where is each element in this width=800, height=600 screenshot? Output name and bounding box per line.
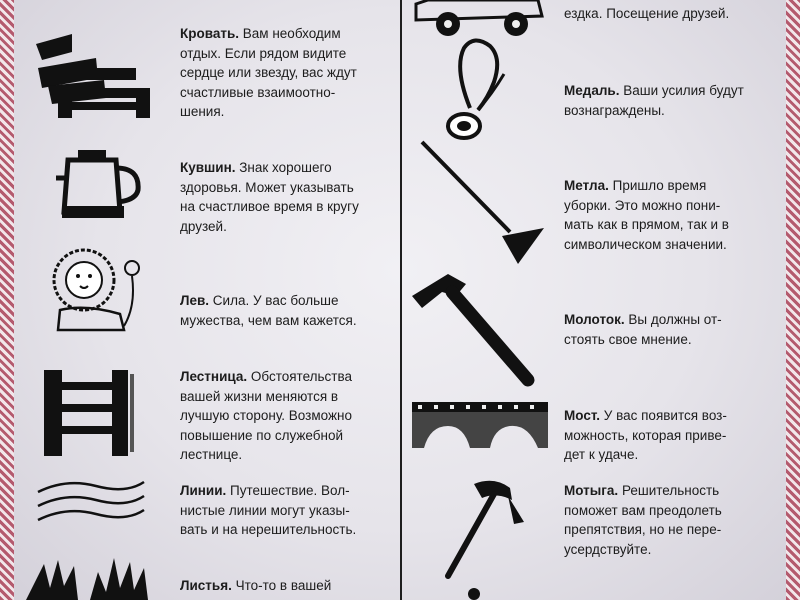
entry-lines	[180, 481, 390, 540]
entry-text: Ваши усилия будут	[623, 83, 744, 98]
entry-text: вашей жизни меняются в	[180, 388, 339, 404]
broom-icon	[418, 140, 548, 268]
entry-car	[564, 4, 784, 24]
entry-bed	[180, 24, 390, 122]
entry-text: вознаграждены.	[564, 102, 665, 118]
entry-text: усердствуйте.	[564, 541, 652, 557]
entry-text: Сила. У вас больше	[212, 293, 339, 308]
decorative-border-left	[0, 0, 14, 600]
entry-lion	[180, 291, 390, 330]
entry-text: поможет вам преодолеть	[564, 502, 722, 518]
entry-text: уборки. Это можно пони-	[564, 197, 721, 213]
bridge-icon	[412, 402, 548, 452]
entry-text: здоровья. Может указывать	[180, 179, 354, 195]
wavy-lines-icon	[36, 478, 146, 528]
entry-text: повышение по служебной	[180, 427, 344, 443]
entry-text: шения.	[180, 104, 225, 119]
entry-text: нистые линии могут указы-	[180, 502, 350, 518]
entry-text: отдых. Если рядом видите	[180, 45, 347, 61]
entry-text: У вас появится воз-	[603, 408, 727, 423]
decorative-border-right	[786, 0, 800, 600]
jug-icon	[48, 150, 148, 222]
entry-jug	[180, 158, 390, 236]
entry-bridge	[564, 406, 784, 465]
medal-icon	[434, 38, 524, 148]
entry-title: Кувшин.	[180, 160, 236, 175]
entry-title: Листья.	[180, 578, 232, 593]
entry-text: Решительность	[621, 483, 720, 498]
entry-text: дет к удаче.	[564, 447, 639, 462]
entry-text: символическом значении.	[564, 236, 727, 252]
leaves-icon	[24, 558, 164, 600]
entry-text: Пришло время	[612, 178, 707, 193]
entry-text: лестнице.	[180, 447, 243, 462]
column-divider	[400, 0, 402, 600]
entry-title: Мотыга.	[564, 483, 619, 498]
entry-text: можность, которая приве-	[564, 427, 727, 443]
entry-title: Молоток.	[564, 312, 625, 327]
entry-text: Обстоятельства	[250, 369, 353, 384]
entry-title: Метла.	[564, 178, 609, 193]
entry-text: вать и на нерешительность.	[180, 522, 357, 537]
entry-text: Знак хорошего	[239, 160, 332, 175]
entry-text: мать как в прямом, так и в	[564, 217, 729, 232]
entry-title: Линии.	[180, 483, 227, 498]
entry-title: Медаль.	[564, 83, 620, 98]
hammer-icon	[408, 270, 538, 390]
entry-text: Вы должны от-	[628, 312, 722, 327]
entry-text: друзей.	[180, 218, 227, 234]
entry-text: стоять свое мнение.	[564, 331, 692, 347]
entry-text: Вам необходим	[242, 26, 341, 41]
entry-text: Что-то в вашей	[235, 578, 332, 593]
entry-ladder	[180, 367, 390, 465]
entry-text: счастливые взаимоотно-	[180, 84, 336, 100]
hoe-icon	[434, 478, 534, 580]
entry-leaves	[180, 576, 390, 596]
entry-text: мужества, чем вам кажется.	[180, 312, 357, 328]
entry-title: Лестница.	[180, 369, 248, 384]
ladder-icon	[42, 370, 142, 456]
dot-icon	[466, 586, 482, 600]
entry-title: Лев.	[180, 293, 210, 308]
entry-text: сердце или звезду, вас ждут	[180, 65, 357, 80]
entry-text: ездка. Посещение друзей.	[564, 6, 730, 21]
entry-text: препятствия, но не пере-	[564, 522, 722, 537]
lion-icon	[46, 246, 146, 338]
entry-title: Мост.	[564, 408, 600, 423]
entry-text: Путешествие. Вол-	[230, 483, 350, 498]
bed-icon	[32, 28, 152, 124]
entry-text: лучшую сторону. Возможно	[180, 408, 352, 423]
entry-text: на счастливое время в кругу	[180, 199, 359, 214]
car-icon	[408, 0, 548, 40]
entry-title: Кровать.	[180, 26, 240, 41]
symbol-dictionary-page	[14, 0, 786, 600]
entry-hammer	[564, 310, 784, 349]
entry-broom	[564, 176, 784, 254]
entry-medal	[564, 81, 784, 120]
entry-hoe	[564, 481, 784, 559]
